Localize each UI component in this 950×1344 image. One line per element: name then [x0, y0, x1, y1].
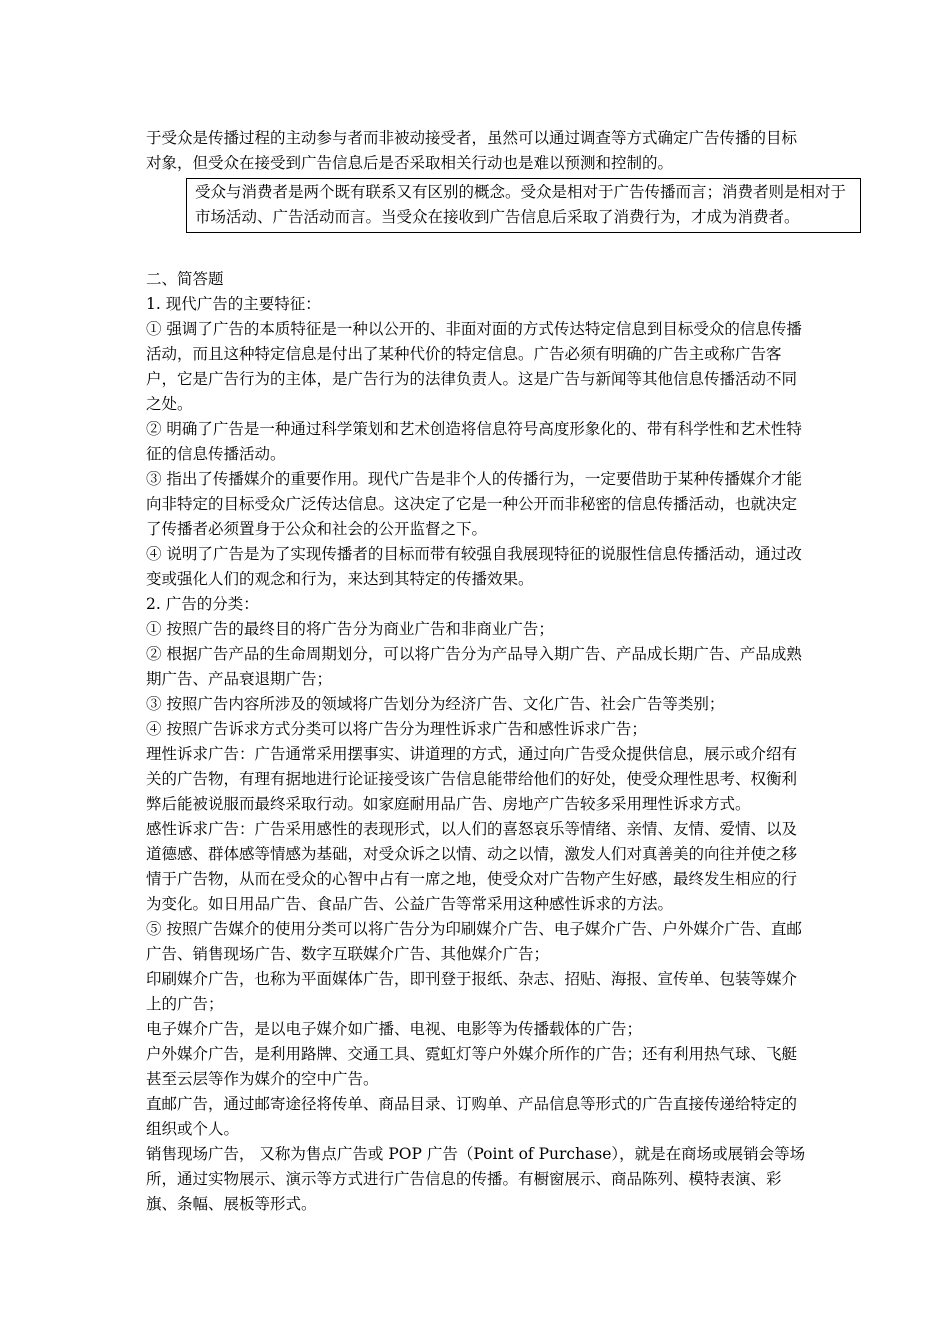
section-heading: 二、简答题 — [146, 270, 224, 288]
rational-appeal-paragraph: 理性诉求广告：广告通常采用摆事实、讲道理的方式，通过向广告受众提供信息，展示或介绍有关的广告物，有理有据地进行论证接受该广告信息能带给他们的好处，使受众理性思考、权衡利弊后能被说服而最终采取行动。如家庭耐用品广告、房地产广告较多采用理性诉求方式。 — [146, 745, 798, 813]
intro-paragraph: 于受众是传播过程的主动参与者而非被动接受者，虽然可以通过调查等方式确定广告传播的目标对象，但受众在接受到广告信息后是否采取相关行动也是难以预测和控制的。 — [146, 129, 798, 172]
spacer — [146, 237, 811, 267]
q1-point-4: ④ 说明了广告是为了实现传播者的目标而带有较强自我展现特征的说服性信息传播活动，通过改变或强化人们的观念和行为，来达到其特定的传播效果。 — [146, 545, 802, 588]
q2-point-2: ② 根据广告产品的生命周期划分，可以将广告分为产品导入期广告、产品成长期广告、产品成熟期广告、产品衰退期广告； — [146, 645, 802, 688]
note-box-text: 受众与消费者是两个既有联系又有区别的概念。受众是相对于广告传播而言；消费者则是相对于市场活动、广告活动而言。当受众在接收到广告信息后采取了消费行为，才成为消费者。 — [195, 183, 847, 226]
q2-point-4: ④ 按照广告诉求方式分类可以将广告分为理性诉求广告和感性诉求广告； — [146, 720, 647, 738]
note-box — [186, 178, 861, 233]
outdoor-media-paragraph: 户外媒介广告，是利用路牌、交通工具、霓虹灯等户外媒介所作的广告；还有利用热气球、飞艇甚至云层等作为媒介的空中广告。 — [146, 1045, 798, 1088]
document-page — [146, 126, 847, 1217]
print-media-paragraph: 印刷媒介广告，也称为平面媒体广告，即刊登于报纸、杂志、招贴、海报、宣传单、包装等媒介上的广告； — [146, 970, 798, 1013]
q1-point-3: ③ 指出了传播媒介的重要作用。现代广告是非个人的传播行为，一定要借助于某种传播媒介才能向非特定的目标受众广泛传达信息。这决定了它是一种公开而非秘密的信息传播活动，也就决定了传播者必须置身于公众和社会的公开监督之下。 — [146, 470, 802, 538]
q2-point-5: ⑤ 按照广告媒介的使用分类可以将广告分为印刷媒介广告、电子媒介广告、户外媒介广告、直邮广告、销售现场广告、数字互联媒介广告、其他媒介广告； — [146, 920, 802, 963]
q1-point-2: ② 明确了广告是一种通过科学策划和艺术创造将信息符号高度形象化的、带有科学性和艺术性特征的信息传播活动。 — [146, 420, 802, 463]
q1-point-1: ① 强调了广告的本质特征是一种以公开的、非面对面的方式传达特定信息到目标受众的信息传播活动，而且这种特定信息是付出了某种代价的特定信息。广告必须有明确的广告主或称广告客户，它是广告行为的主体，是广告行为的法律负责人。这是广告与新闻等其他信息传播活动不同之处。 — [146, 320, 802, 413]
electronic-media-paragraph: 电子媒介广告，是以电子媒介如广播、电视、电影等为传播载体的广告； — [146, 1020, 643, 1038]
q2-point-1: ① 按照广告的最终目的将广告分为商业广告和非商业广告； — [146, 620, 554, 638]
pop-ad-paragraph: 销售现场广告， 又称为售点广告或 POP 广告（Point of Purchase），就是在商场或展销会等场所，通过实物展示、演示等方式进行广告信息的传播。有橱窗展示、商品陈列、模特表演、彩旗、条幅、展板等形式。 — [146, 1145, 806, 1213]
direct-mail-paragraph: 直邮广告，通过邮寄途径将传单、商品目录、订购单、产品信息等形式的广告直接传递给特定的组织或个人。 — [146, 1095, 798, 1138]
q2-point-3: ③ 按照广告内容所涉及的领域将广告划分为经济广告、文化广告、社会广告等类别； — [146, 695, 725, 713]
q1-title: 1. 现代广告的主要特征： — [146, 295, 321, 313]
q2-title: 2. 广告的分类： — [146, 595, 259, 613]
emotional-appeal-paragraph: 感性诉求广告：广告采用感性的表现形式，以人们的喜怒哀乐等情绪、亲情、友情、爱情、以及道德感、群体感等情感为基础，对受众诉之以情、动之以情，激发人们对真善美的向往并使之移情于广告物，从而在受众的心智中占有一席之地，使受众对广告物产生好感，最终发生相应的行为变化。如日用品广告、食品广告、公益广告等常采用这种感性诉求的方法。 — [146, 820, 798, 913]
